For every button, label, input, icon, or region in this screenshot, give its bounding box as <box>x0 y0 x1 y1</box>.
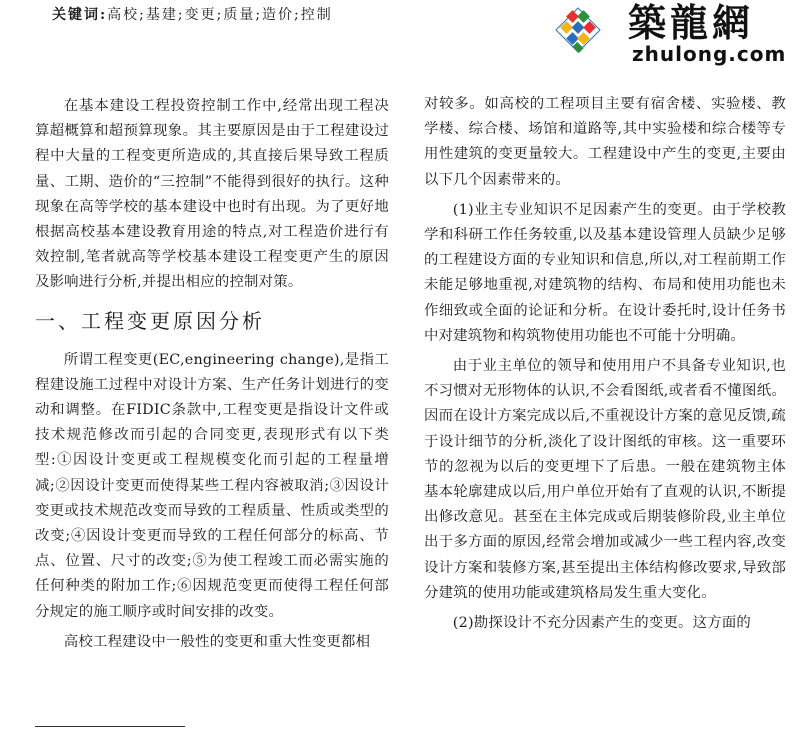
keywords-label: 关键词: <box>52 7 108 23</box>
right-paragraph-3: 由于业主单位的领导和使用用户不具备专业知识,也不习惯对无形物体的认识,不会看图纸,或者看不懂图纸。因而在设计方案完成以后,不重视设计方案的意见反馈,疏于设计细节的分析,淡化了设计图纸的审核。这一重要环节的忽视为以后的变更埋下了后患。一般在建筑物主体基本轮廓建成以后,用户单位开始有了直观的认识,不断提出修改意见。甚至在主体完成或后期装修阶段,业主单位出于多方面的原因,经常会增加或减少一些工程内容,改变设计方案和装修方案,甚至提出主体结构修改要求,导致部分建筑的使用功能或建筑格局发生重大变化。 <box>424 358 786 601</box>
left-paragraph-2: 所谓工程变更(EC,engineering change),是指工程建设施工过程中对设计方案、生产任务计划进行的变动和调整。在FIDIC条款中,工程变更是指设计文件或技术规范修改而引起的合同变更,表现形式有以下类型:①因设计变更或工程规模变化而引起的工程量增减;②因设计变更而使得某些工程内容被取消;③因设计变更或技术规范改变而导致的工程质量、性质或类型的改变;④因设计变更而导致的工程任何部分的标高、节点、位置、尺寸的改变;⑤为使工程竣工而必需实施的任何种类的附加工作;⑥因规范变更而使得工程任何部分规定的施工顺序或时间安排的改变。 <box>35 351 389 620</box>
left-paragraph-3: 高校工程建设中一般性的变更和重大性变更都相 <box>63 633 371 650</box>
logo-mark-icon <box>554 6 602 54</box>
zhulong-logo <box>540 0 809 70</box>
logo-name-en: zhulong.com <box>632 42 787 66</box>
right-paragraph-1: 对较多。如高校的工程项目主要有宿舍楼、实验楼、教学楼、综合楼、场馆和道路等,其中实验楼和综合楼等专用性建筑的变更量较大。工程建设中产生的变更,主要由以下几个因素带来的。 <box>424 96 786 188</box>
right-paragraph-2: (1)业主专业知识不足因素产生的变更。由于学校教学和科研工作任务较重,以及基本建设管理人员缺少足够的工程建设方面的专业知识和信息,所以,对工程前期工作未能足够地重视,对建筑物的结构、布局和使用功能也未作细致或全面的论证和分析。在设计委托时,设计任务书中对建筑物和构筑物使用功能也不可能十分明确。 <box>424 201 786 344</box>
right-column <box>424 92 786 641</box>
keywords-text: 高校;基建;变更;质量;造价;控制 <box>107 7 333 23</box>
keywords-line <box>52 4 333 24</box>
left-paragraph-1: 在基本建设工程投资控制工作中,经常出现工程决算超概算和超预算现象。其主要原因是由于工程建设过程中大量的工程变更所造成的,其直接后果导致工程质量、工期、造价的“三控制”不能得到很好的执行。这种现象在高等学校的基本建设中也时有出现。为了更好地根据高校基本建设教育用途的特点,对工程造价进行有效控制,笔者就高等学校基本建设工程变更产生的原因及影响进行分析,并提出相应的控制对策。 <box>35 98 389 291</box>
left-column <box>35 94 389 660</box>
footnote-divider <box>35 726 185 727</box>
logo-name-cn: 築龍網 <box>628 0 755 45</box>
section-heading: 一、工程变更原因分析 <box>35 308 265 333</box>
right-paragraph-4: (2)勘探设计不充分因素产生的变更。这方面的 <box>452 615 752 632</box>
